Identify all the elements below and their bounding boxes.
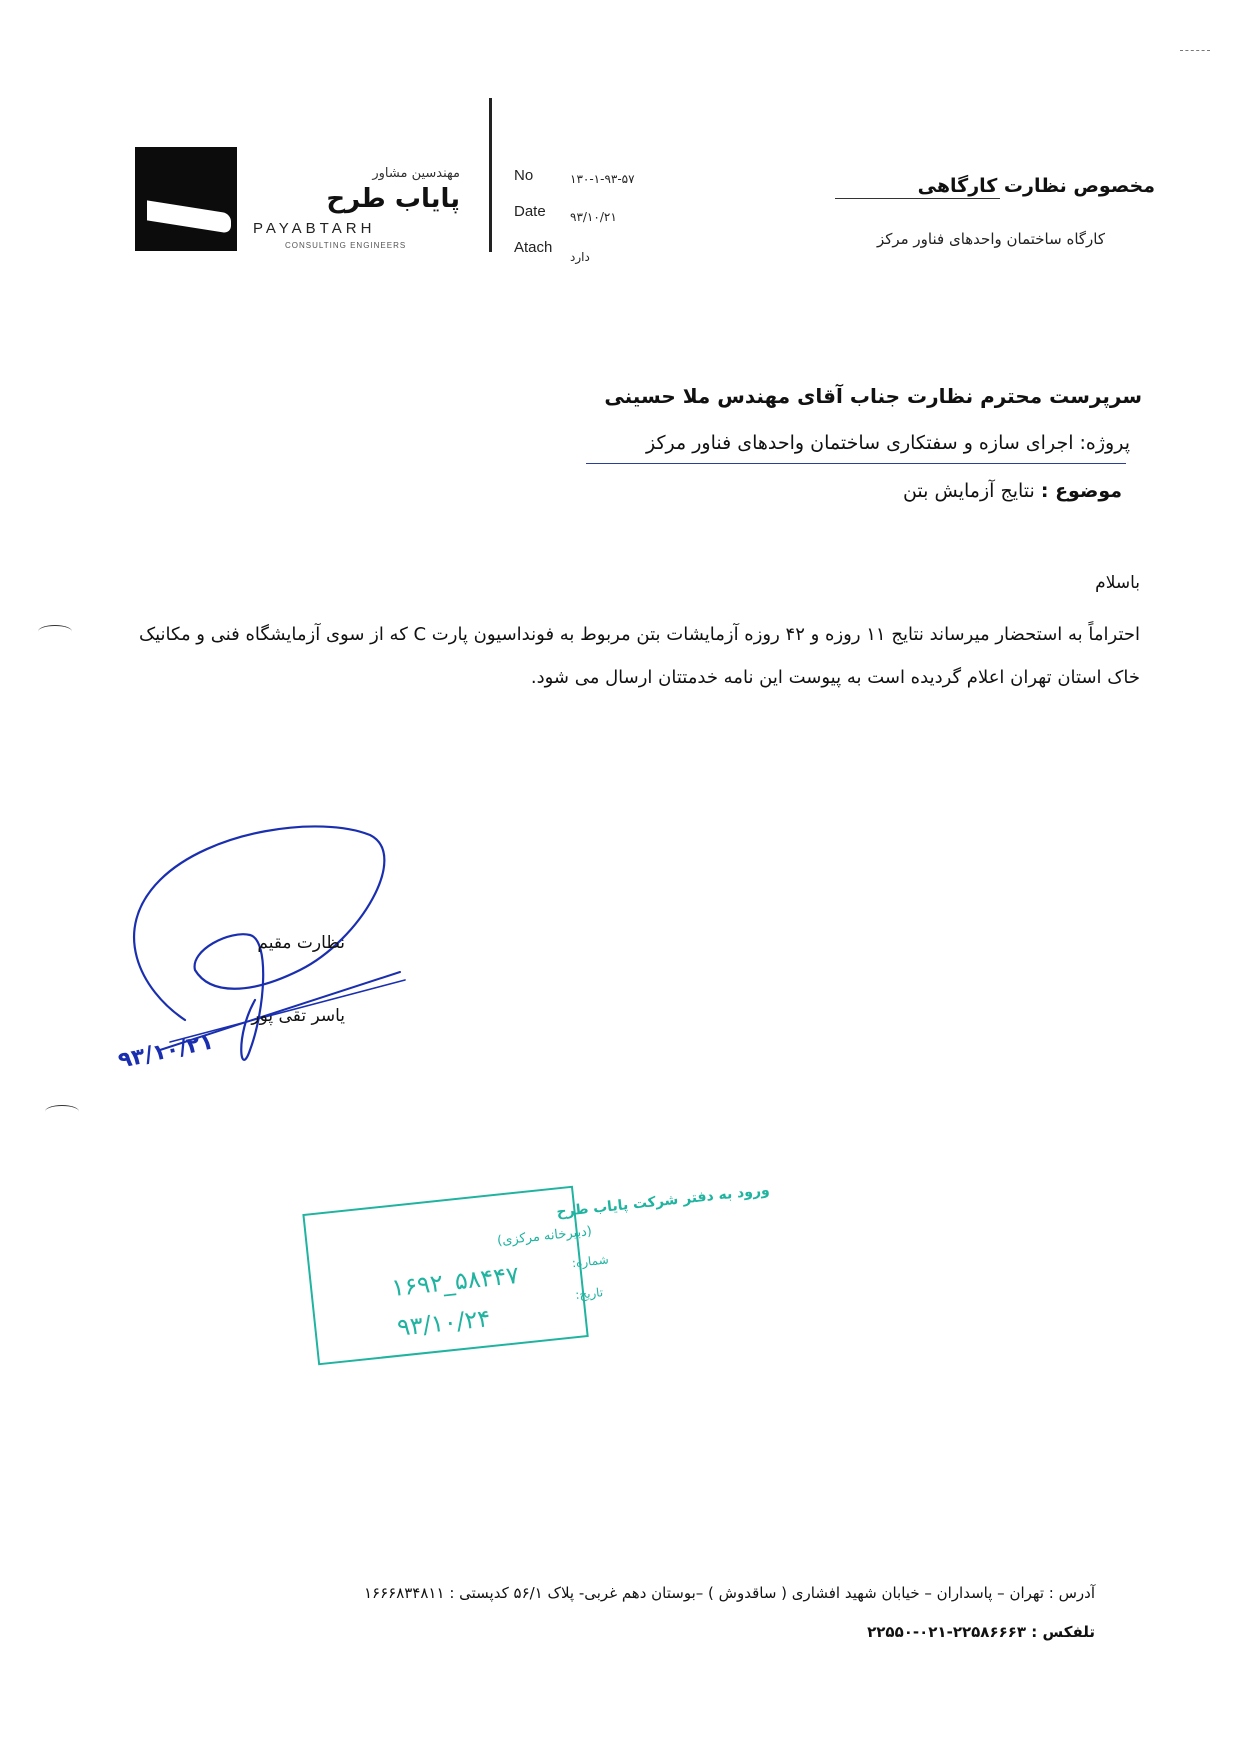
stamp-number-value: ۱۶۹۲_۵۸۴۴۷ [390,1260,521,1303]
attach-label: Atach [514,239,553,256]
margin-mark [38,625,72,638]
stamp-number-label: شماره: [571,1252,610,1271]
company-subtitle: CONSULTING ENGINEERS [285,241,407,250]
margin-mark [45,1105,79,1118]
logo-stripe [147,200,231,233]
signatory-role: نظارت مقیم [257,933,345,953]
footer-telfax: تلفکس : ۲۲۵۸۶۶۶۳-۰۲۱-۲۲۵۵۰ [867,1623,1095,1641]
stamp-line2: (دبیرخانه مرکزی) [496,1224,593,1249]
project-underline [586,463,1126,464]
letterhead-divider [489,98,492,252]
company-logo-icon [135,147,237,251]
company-name-fa: پایاب طرح [326,184,460,214]
handwritten-date: ۹۳/۱۰/۲۱ [116,1029,216,1074]
attach-value: دارد [570,250,590,264]
subject-text: نتایج آزمایش بتن [902,480,1041,502]
subject-label: موضوع : [1040,480,1122,502]
date-value: ۹۳/۱۰/۲۱ [570,210,617,224]
greeting: باسلام [1095,573,1140,593]
number-value: ۱۳۰-۱-۹۳-۵۷ [570,172,635,186]
project-line: پروژه: اجرای سازه و سفتکاری ساختمان واحدهای فناور مرکز [646,432,1130,454]
signatory-name: یاسر تقی پور [251,1006,345,1026]
signature-scribble-icon [100,820,430,1090]
body-paragraph: احتراماً به استحضار میرساند نتایج ۱۱ روزه و ۴۲ روزه آزمایشات بتن مربوط به فونداسیون پارت C که از سوی آزمایشگاه فنی و مکانیک خاک استان تهران اعلام گردیده است به پیوست این نامه خدمتتان ارسال می شود. [138,624,1140,688]
footer-address: آدرس : تهران – پاسداران – خیابان شهید افشاری ( ساقدوش ) –بوستان دهم غربی- پلاک ۵۶/۱ کدپستی : ۱۶۶۶۸۳۴۸۱۱ [363,1584,1095,1602]
company-small-label: مهندسین مشاور [372,166,460,181]
company-name-en: PAYABTARH [253,220,376,237]
scan-mark [1180,50,1210,65]
subject-line [820,480,1122,502]
stamp-line1: ورود به دفتر شرکت پایاب طرح [555,1182,771,1221]
stamp-date-value: ۹۳/۱۰/۲۴ [395,1304,492,1342]
stamp-date-label: تاریخ: [574,1285,604,1303]
recipient-line: سرپرست محترم نظارت جناب آقای مهندس ملا حسینی [604,384,1142,408]
supervision-underline [835,198,1000,199]
registration-stamp [300,1180,771,1360]
date-label: Date [514,203,546,220]
supervision-title: مخصوص نظارت کارگاهی [917,175,1155,197]
supervision-subtitle: کارگاه ساختمان واحدهای فناور مرکز [876,230,1105,248]
number-label: No [514,167,534,184]
